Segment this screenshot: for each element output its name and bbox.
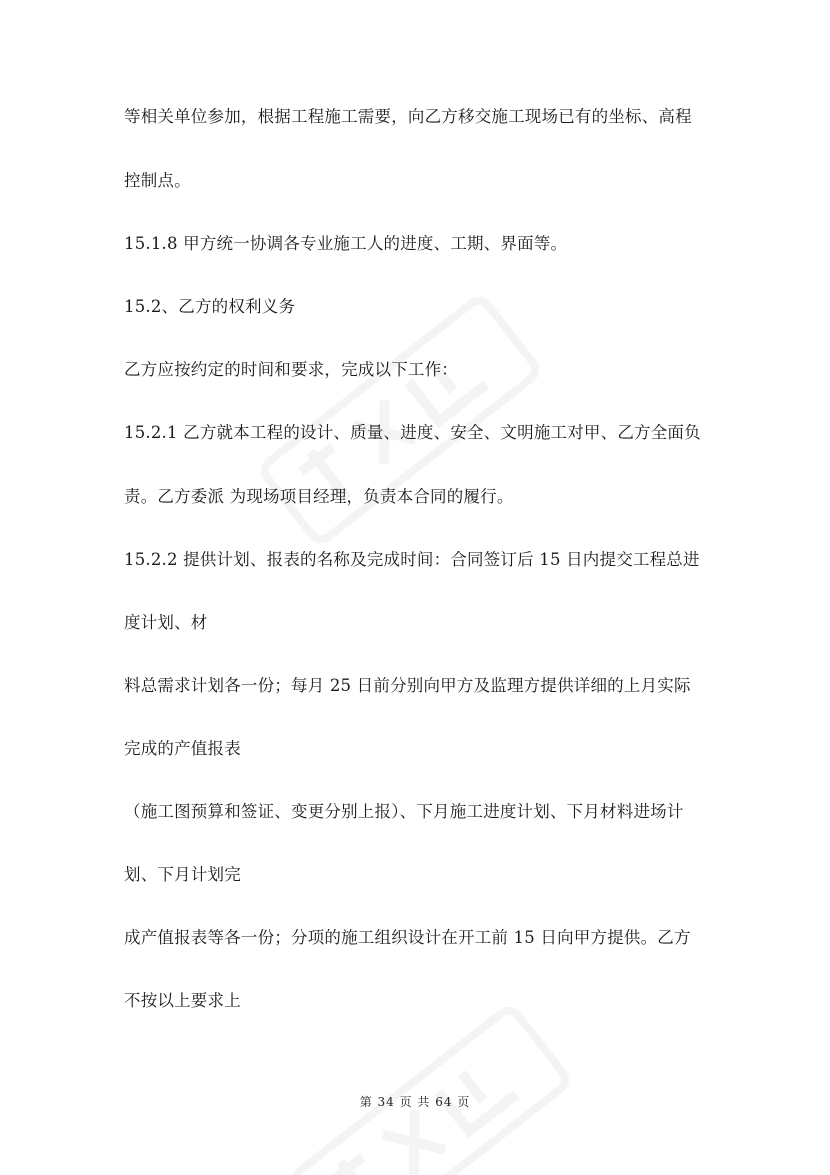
body-line-1: 等相关单位参加，根据工程施工需要，向乙方移交施工现场已有的坐标、高程 bbox=[124, 107, 692, 126]
body-line-5: 乙方应按约定的时间和要求，完成以下工作： bbox=[124, 360, 458, 379]
body-line-9: 度计划、材 bbox=[124, 613, 208, 632]
section-heading: 15.2、乙方的权利义务 bbox=[124, 297, 296, 316]
body-line-3: 15.1.8 甲方统一协调各专业施工人的进度、工期、界面等。 bbox=[124, 234, 568, 253]
body-line-11: 完成的产值报表 bbox=[124, 739, 241, 758]
page-footer: 第 34 页 共 64 页 bbox=[359, 1095, 471, 1109]
body-line-10: 料总需求计划各一份；每月 25 日前分别向甲方及监理方提供详细的上月实际 bbox=[124, 676, 691, 695]
body-line-8: 15.2.2 提供计划、报表的名称及完成时间：合同签订后 15 日内提交工程总进 bbox=[124, 550, 700, 569]
body-line-14: 成产值报表等各一份；分项的施工组织设计在开工前 15 日向甲方提供。乙方 bbox=[124, 928, 691, 947]
body-line-15: 不按以上要求上 bbox=[124, 991, 241, 1010]
body-line-7: 责。乙方委派 为现场项目经理，负责本合同的履行。 bbox=[124, 487, 514, 506]
body-line-13: 划、下月计划完 bbox=[124, 865, 241, 884]
body-line-6: 15.2.1 乙方就本工程的设计、质量、进度、安全、文明施工对甲、乙方全面负 bbox=[124, 423, 701, 442]
body-line-12: （施工图预算和签证、变更分别上报）、下月施工进度计划、下月材料进场计 bbox=[124, 802, 684, 821]
body-line-2: 控制点。 bbox=[124, 171, 191, 190]
